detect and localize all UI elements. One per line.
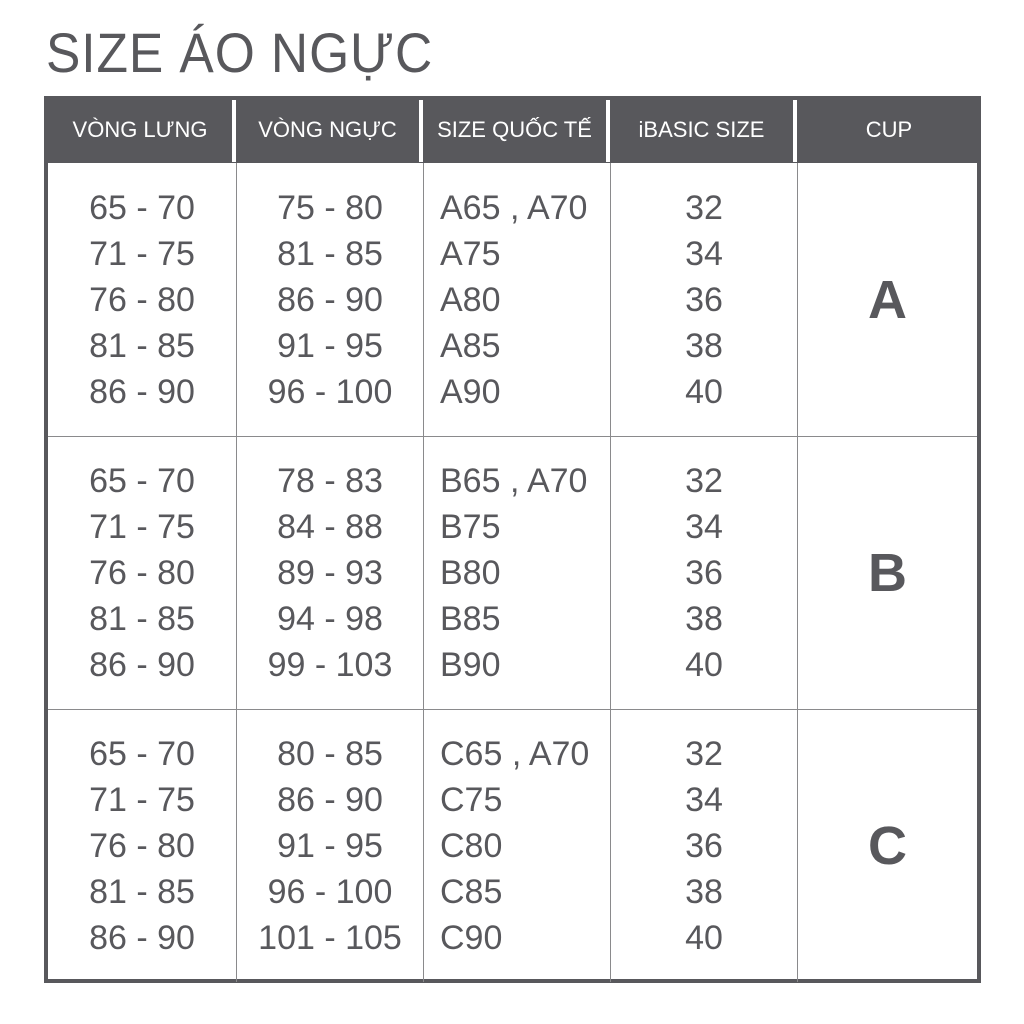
cell-value: 71 - 75	[89, 781, 195, 819]
cell-value: 81 - 85	[89, 326, 195, 365]
cell-value: 81 - 85	[277, 234, 383, 273]
cell-cup	[797, 437, 977, 709]
cell-value: 86 - 90	[277, 280, 383, 319]
cell-vong-nguc	[236, 163, 423, 436]
cell-value: 86 - 90	[89, 646, 195, 684]
cell-value: 36	[685, 554, 723, 592]
cell-value: 32	[685, 188, 723, 227]
cell-value: 71 - 75	[89, 234, 195, 273]
page-title: SIZE ÁO NGỰC	[46, 21, 434, 84]
cell-vong-nguc	[236, 710, 423, 982]
cell-value: 81 - 85	[89, 873, 195, 911]
cup-label: B	[868, 543, 907, 603]
header-vong-lung: VÒNG LƯNG	[72, 116, 208, 142]
cell-value: 84 - 88	[277, 508, 383, 546]
cell-value: 86 - 90	[89, 372, 195, 411]
cell-value: 32	[685, 735, 723, 773]
cell-value: 78 - 83	[277, 462, 383, 500]
cell-value: 38	[685, 600, 723, 638]
cell-value: A65 , A70	[440, 188, 588, 227]
cup-label: A	[868, 269, 907, 330]
cell-ibasic-size	[610, 437, 797, 709]
cell-value: 76 - 80	[89, 280, 195, 319]
cell-value: 36	[685, 280, 723, 319]
cell-value: B65 , A70	[440, 462, 588, 500]
size-table	[44, 96, 981, 983]
cell-value: C75	[440, 781, 503, 819]
cell-value: 91 - 95	[277, 827, 383, 865]
cup-label: C	[868, 816, 907, 876]
cell-value: 76 - 80	[89, 827, 195, 865]
cell-value: 65 - 70	[89, 462, 195, 500]
cell-value: B90	[440, 646, 501, 684]
cell-value: 65 - 70	[89, 735, 195, 773]
cell-value: 34	[685, 781, 723, 819]
table-header	[44, 96, 981, 163]
cell-value: 32	[685, 462, 723, 500]
cell-ibasic-size	[610, 163, 797, 436]
header-vong-nguc: VÒNG NGỰC	[258, 116, 397, 142]
cell-value: 81 - 85	[89, 600, 195, 638]
cell-value: 99 - 103	[267, 646, 393, 684]
cell-value: 34	[685, 234, 723, 273]
cell-value: 71 - 75	[89, 508, 195, 546]
cell-value: C65 , A70	[440, 735, 590, 773]
cell-value: A90	[440, 372, 501, 411]
cell-value: B75	[440, 508, 501, 546]
cell-value: 40	[685, 919, 723, 957]
cell-value: 38	[685, 326, 723, 365]
cell-value: C90	[440, 919, 503, 957]
cell-vong-lung	[48, 710, 236, 982]
cell-value: 65 - 70	[89, 188, 195, 227]
cell-size-quoc-te	[423, 437, 610, 709]
cell-size-quoc-te	[423, 710, 610, 982]
cell-value: 86 - 90	[277, 781, 383, 819]
cell-value: 86 - 90	[89, 919, 195, 957]
cell-value: 34	[685, 508, 723, 546]
cell-value: 96 - 100	[267, 873, 393, 911]
cell-value: 101 - 105	[258, 919, 402, 957]
cell-value: B80	[440, 554, 501, 592]
cell-value: A75	[440, 234, 501, 273]
cell-value: 96 - 100	[267, 372, 393, 411]
cell-value: A85	[440, 326, 501, 365]
cell-value: 38	[685, 873, 723, 911]
header-size-quoc-te: SIZE QUỐC TẾ	[437, 116, 592, 142]
cell-value: 94 - 98	[277, 600, 383, 638]
cell-value: 80 - 85	[277, 735, 383, 773]
cell-value: 40	[685, 372, 723, 411]
header-ibasic-size: iBASIC SIZE	[638, 116, 765, 142]
cell-vong-nguc	[236, 437, 423, 709]
cell-ibasic-size	[610, 710, 797, 982]
cell-cup	[797, 710, 977, 982]
cell-value: 91 - 95	[277, 326, 383, 365]
cell-value: C85	[440, 873, 503, 911]
cell-vong-lung	[48, 437, 236, 709]
cell-size-quoc-te	[423, 163, 610, 436]
cell-value: C80	[440, 827, 503, 865]
cell-value: B85	[440, 600, 501, 638]
table-row	[48, 709, 977, 982]
table-row	[48, 436, 977, 709]
cell-value: A80	[440, 280, 501, 319]
cell-value: 36	[685, 827, 723, 865]
header-cup: CUP	[865, 116, 913, 142]
cell-value: 75 - 80	[277, 188, 383, 227]
cell-vong-lung	[48, 163, 236, 436]
cell-value: 40	[685, 646, 723, 684]
cell-cup	[797, 163, 977, 436]
cell-value: 76 - 80	[89, 554, 195, 592]
cell-value: 89 - 93	[277, 554, 383, 592]
table-row	[48, 163, 977, 436]
